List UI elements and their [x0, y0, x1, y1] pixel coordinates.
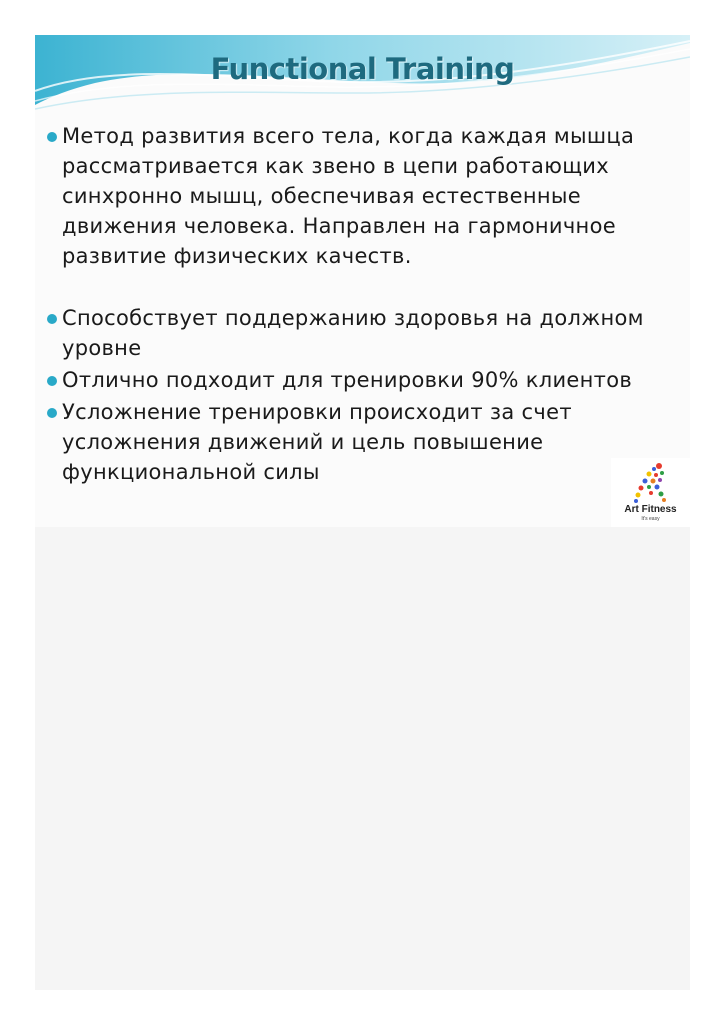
bullet-item — [47, 303, 677, 363]
art-fitness-logo — [611, 458, 690, 527]
bullet-dot-icon — [47, 132, 57, 142]
logo-name: Art Fitness — [624, 504, 677, 515]
bullet-dot-icon — [47, 408, 57, 418]
bullet-list — [47, 121, 677, 487]
bullet-text: Усложнение тренировки происходит за счет усложнения движений и цель повышение функциональной силы — [62, 400, 572, 484]
logo-tagline: It's easy — [641, 516, 660, 522]
bullet-dot-icon — [47, 376, 57, 386]
slide — [35, 35, 690, 527]
bullet-item — [47, 365, 677, 395]
bullet-dot-icon — [47, 314, 57, 324]
page — [35, 35, 690, 990]
bullet-text: Отлично подходит для тренировки 90% клиентов — [62, 368, 633, 392]
bullet-item — [47, 121, 677, 271]
bullet-text: Метод развития всего тела, когда каждая мышца рассматривается как звено в цепи работающих синхронно мышц, обеспечивая естественные движения человека. Направлен на гармоничное развитие физических качеств. — [62, 124, 635, 268]
bullet-item — [47, 397, 677, 487]
slide-title: Functional Training — [210, 52, 515, 86]
figure-logo-icon — [631, 460, 671, 504]
bullet-text: Способствует поддержанию здоровья на должном уровне — [62, 306, 644, 360]
